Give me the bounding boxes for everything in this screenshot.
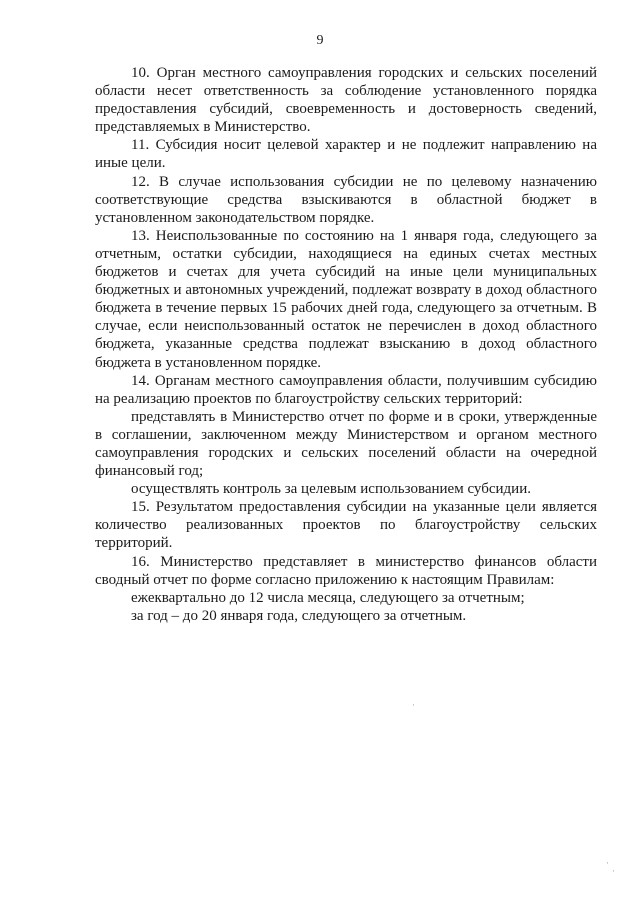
paragraph-13: 13. Неиспользованные по состоянию на 1 января года, следующего за отчетным, остатки субсидии, находящиеся на единых счетах местных бюджетов и счетах для учета субсидий на иные цели муниципальных бюджетных и автономных учреждений, подлежат возврату в доход областного бюджета в течение первых 15 рабочих дней года, следующего за отчетным. В случае, если неиспользованный остаток не перечислен в доход областного бюджета, указанные средства подлежат взысканию в доход областного бюджета в установленном порядке. xyxy=(95,227,597,371)
paragraph-16-annual: за год – до 20 января года, следующего за отчетным. xyxy=(131,607,467,624)
document-body xyxy=(95,64,597,625)
paragraph-14-report: представлять в Министерство отчет по форме и в сроки, утвержденные в соглашении, заключенном между Министерством и органом местного самоуправления городских и сельских поселений области на очередной финансовый год; xyxy=(95,408,597,480)
paragraph-14-control: осуществлять контроль за целевым использованием субсидии. xyxy=(131,481,531,498)
scan-speck: · xyxy=(412,700,415,710)
scan-speck: · xyxy=(606,858,609,868)
paragraph-16-quarterly: ежеквартально до 12 числа месяца, следующего за отчетным; xyxy=(131,589,525,606)
paragraph-12: 12. В случае использования субсидии не по целевому назначению соответствующие средства взыскиваются в областной бюджет в установленном законодательством порядке. xyxy=(95,173,597,226)
paragraph-14: 14. Органам местного самоуправления области, получившим субсидию на реализацию проектов по благоустройству сельских территорий: xyxy=(95,372,597,407)
page-number: 9 xyxy=(316,33,324,48)
paragraph-10: 10. Орган местного самоуправления городских и сельских поселений области несет ответственность за соблюдение установленного порядка предоставления субсидий, своевременность и достоверность сведений, представляемых в Министерство. xyxy=(95,65,597,136)
paragraph-11: 11. Субсидия носит целевой характер и не подлежит направлению на иные цели. xyxy=(95,137,597,172)
paragraph-16: 16. Министерство представляет в министерство финансов области сводный отчет по форме согласно приложению к настоящим Правилам: xyxy=(95,553,597,588)
paragraph-15: 15. Результатом предоставления субсидии на указанные цели является количество реализованных проектов по благоустройству сельских территорий. xyxy=(95,499,597,552)
scan-speck: · xyxy=(612,866,615,876)
